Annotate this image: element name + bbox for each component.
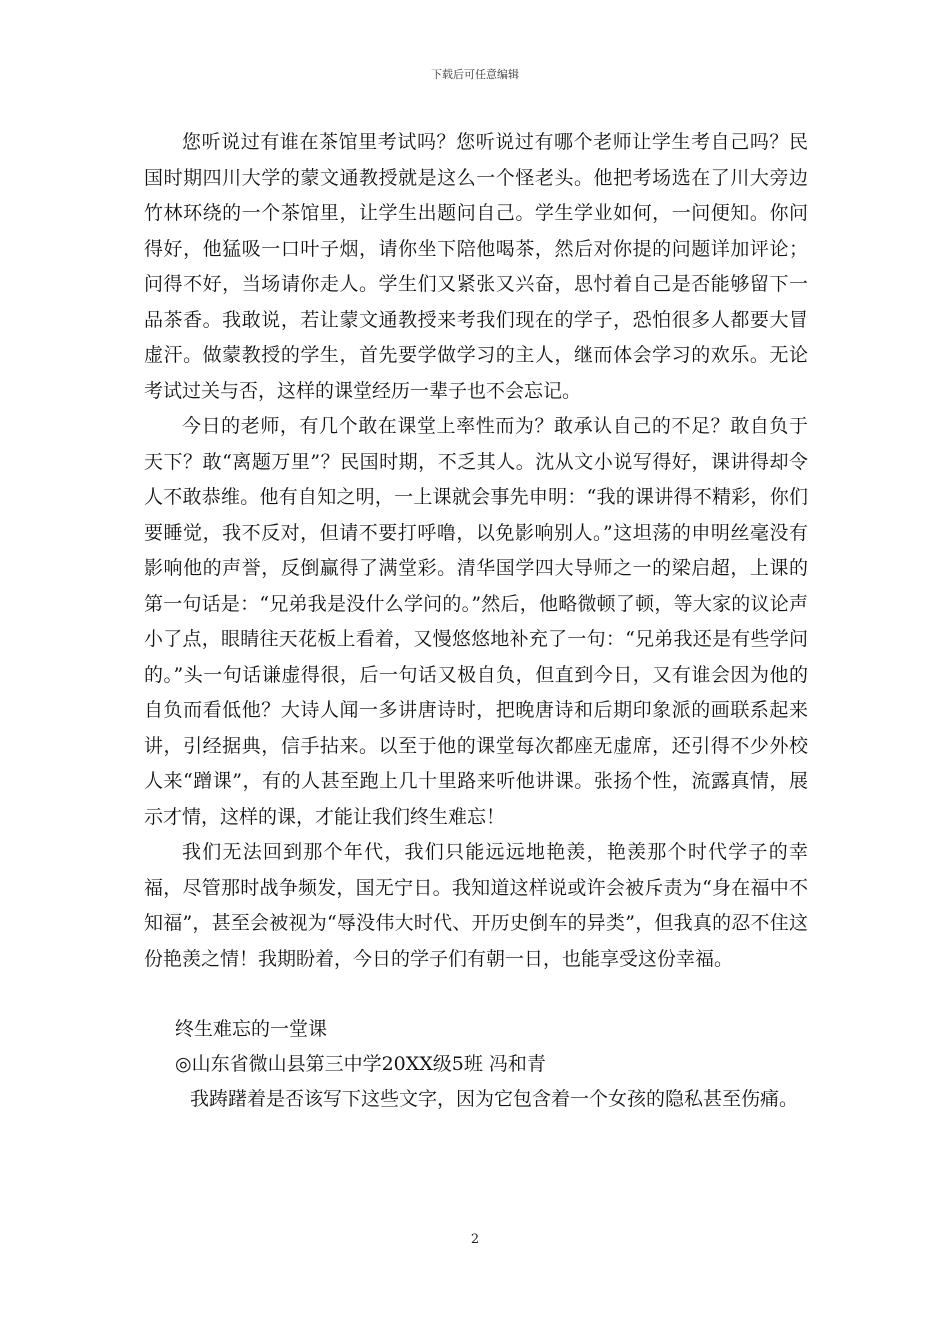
section-gap [144, 977, 808, 1012]
document-body [144, 125, 808, 1117]
essay-title: 终生难忘的一堂课 [175, 1018, 328, 1040]
page-number: 2 [470, 1232, 480, 1247]
paragraph-mengwentong: 您听说过有谁在茶馆里考试吗？您听说过有哪个老师让学生考自己吗？民国时期四川大学的蒙文通教授就是这么一个怪老头。他把考场选在了川大旁边竹林环绕的一个茶馆里，让学生出题问自己。学生学业如何，一问便知。你问得好，他猛吸一口叶子烟，请你坐下陪他喝茶，然后对你提的问题详加评论；问得不好，当场请你走人。学生们又紧张又兴奋，思忖着自己是否能够留下一品茶香。我敢说，若让蒙文通教授来考我们现在的学子，恐怕很多人都要大冒虚汗。做蒙教授的学生，首先要学做学习的主人，继而体会学习的欢乐。无论考试过关与否，这样的课堂经历一辈子也不会忘记。 [144, 131, 808, 402]
essay-byline: ◎山东省微山县第三中学20XX级5班 冯和青 [175, 1053, 546, 1075]
essay-first-line: 我踌躇着是否该写下这些文字，因为它包含着一个女孩的隐私甚至伤痛。 [190, 1088, 799, 1110]
paragraph-republic-teachers: 今日的老师，有几个敢在课堂上率性而为？敢承认自己的不足？敢自负于天下？敢“离题万里”？民国时期，不乏其人。沈从文小说写得好，课讲得却令人不敢恭维。他有自知之明，一上课就会事先申明：“我的课讲得不精彩，你们要睡觉，我不反对，但请不要打呼噜，以免影响别人。”这坦荡的申明丝毫没有影响他的声誉，反倒赢得了满堂彩。清华国学四大导师之一的梁启超，上课的第一句话是：“兄弟我是没什么学问的。”然后，他略微顿了顿，等大家的议论声小了点，眼睛往天花板上看着，又慢悠悠地补充了一句：“兄弟我还是有些学问的。”头一句话谦虚得很，后一句话又极自负，但直到今日，又有谁会因为他的自负而看低他？大诗人闻一多讲唐诗时，把晚唐诗和后期印象派的画联系起来讲，引经据典，信手拈来。以至于他的课堂每次都座无虚席，还引得不少外校人来“蹭课”，有的人甚至跑上几十里路来听他讲课。张扬个性，流露真情，展示才情，这样的课，才能让我们终生难忘！ [144, 415, 808, 828]
page-header: 下载后可任意编辑 [431, 68, 519, 81]
paragraph-envy: 我们无法回到那个年代，我们只能远远地艳羡，艳羡那个时代学子的幸福，尽管那时战争频发，国无宁日。我知道这样说或许会被斥责为“身在福中不知福”，甚至会被视为“辱没伟大时代、开历史倒车的异类”，但我真的忍不住这份艳羡之情！我期盼着，今日的学子们有朝一日，也能享受这份幸福。 [144, 841, 808, 970]
